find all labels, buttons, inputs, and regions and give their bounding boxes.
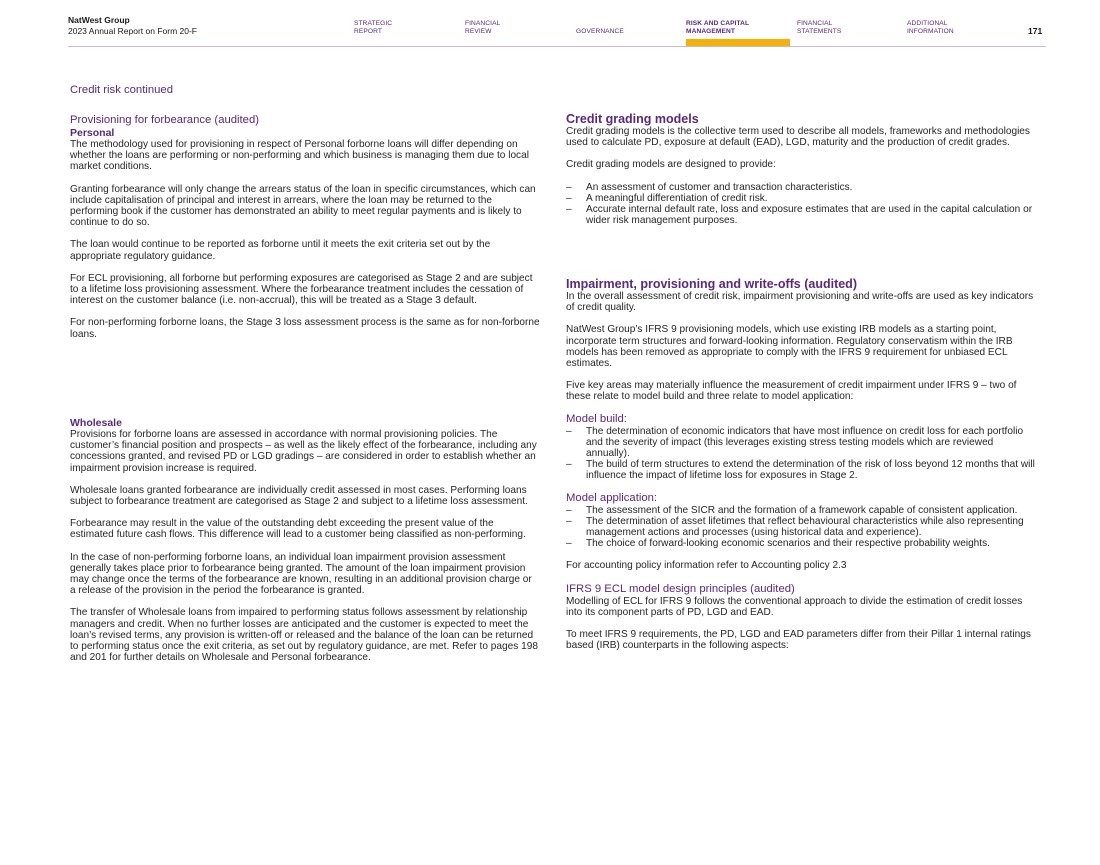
ecl-design-heading: IFRS 9 ECL model design principles (audited) <box>566 582 795 595</box>
paragraph: The loan would continue to be reported as forborne until it meets the exit criteria set out by the appropriate regulatory guidance. <box>70 239 491 262</box>
credit-grading-list <box>566 182 1038 227</box>
tab-strategic-report[interactable] <box>354 20 392 35</box>
tab-line2: INFORMATION <box>907 27 954 35</box>
paragraph: Provisions for forborne loans are assessed in accordance with normal provisioning policies. The customer’s financial position and prospects – as well as the likely effect of the forbearance, including any concessions granted, and revised PD or LGD gradings – are considered in order to establish whether an impairment provision increase is required. <box>70 429 537 474</box>
brand-name: NatWest Group <box>68 15 130 25</box>
paragraph: Granting forbearance will only change the arrears status of the loan in specific circumstances, which can include capitalisation of principal and interest in arrears, where the loan may be returned to the performing book if the customer has demonstrated an ability to meet regular payments and is likely to continue to do so. <box>70 183 536 229</box>
tab-line1: STRATEGIC <box>354 20 393 27</box>
tab-line1: ADDITIONAL <box>907 20 948 27</box>
report-title: 2023 Annual Report on Form 20-F <box>68 26 197 36</box>
wholesale-heading: Wholesale <box>70 417 122 429</box>
list-item: – The choice of forward-looking economic scenarios and their respective probability weights. <box>566 538 1038 549</box>
paragraph: To meet IFRS 9 requirements, the PD, LGD and EAD parameters differ from their Pillar 1 internal ratings based (IRB) counterparts in the following aspects: <box>566 629 1031 652</box>
model-application-list <box>566 505 1038 550</box>
paragraph: NatWest Group’s IFRS 9 provisioning models, which use existing IRB models as a starting point, incorporate term structures and forward-looking information. Regulatory conservatism within the IRB models has been removed as appropriate to comply with the IFRS 9 requirement for unbiased ECL estimates. <box>566 324 1013 370</box>
list-item: – The determination of economic indicators that have most influence on credit loss for each portfolio and the severity of impact (this leverages existing stress testing models which are reviewed annually). <box>566 426 1038 460</box>
brand-block <box>68 15 197 36</box>
list-item: – The build of term structures to extend the determination of the risk of loss beyond 12 months that will influence the impact of lifetime loss for exposures in Stage 2. <box>566 459 1038 481</box>
model-build-list <box>566 426 1038 482</box>
tab-financial-review[interactable] <box>465 20 500 35</box>
tab-additional-information[interactable] <box>907 20 954 35</box>
impairment-section <box>566 277 1038 651</box>
tab-line2: REPORT <box>354 27 382 35</box>
paragraph: Credit grading models is the collective term used to describe all models, frameworks and methodologies used to calculate PD, exposure at default (EAD), LGD, maturity and the production of credit grades. <box>566 126 1030 149</box>
accounting-policy-reference: For accounting policy information refer to Accounting policy 2.3 <box>566 560 847 572</box>
forbearance-section <box>70 114 540 340</box>
paragraph: Modelling of ECL for IFRS 9 follows the conventional approach to divide the estimation of credit losses into its component parts of PD, LGD and EAD. <box>566 595 1023 618</box>
tab-line2: GOVERNANCE <box>576 27 624 35</box>
tab-line1: FINANCIAL <box>465 20 501 27</box>
personal-heading: Personal <box>70 127 115 139</box>
impairment-heading: Impairment, provisioning and write-offs (audited) <box>566 277 857 291</box>
paragraph: In the case of non-performing forborne loans, an individual loan impairment provision assessment generally takes place prior to forbearance being granted. The amount of the loan impairment provision may change once the terms of the forbearance are known, resulting in an additional provision charge or a release of the provision in the period the forbearance is granted. <box>70 551 532 597</box>
wholesale-section <box>70 417 540 663</box>
paragraph: Wholesale loans granted forbearance are individually credit assessed in most cases. Performing loans subject to forbearance treatment are categorised as Stage 2 and subject to a lifetime loss assessment. <box>70 484 528 508</box>
credit-grading-heading: Credit grading models <box>566 112 699 126</box>
paragraph: The methodology used for provisioning in respect of Personal forborne loans will differ depending on whether the loans are performing or non-performing and which business is managing them due to local market conditions. <box>70 139 529 173</box>
paragraph: Credit grading models are designed to provide: <box>566 159 776 171</box>
paragraph: Forbearance may result in the value of the outstanding debt exceeding the present value of the estimated future cash flows. This difference will lead to a customer being classified as non-performing. <box>70 518 526 541</box>
section-continued-label: Credit risk continued <box>70 84 173 96</box>
header-divider <box>68 46 1046 47</box>
model-build-heading: Model build: <box>566 412 627 425</box>
paragraph: In the overall assessment of credit risk, impairment provisioning and write-offs are used as key indicators of credit quality. <box>566 291 1034 314</box>
credit-grading-section <box>566 112 1038 226</box>
paragraph: Five key areas may materially influence the measurement of credit impairment under IFRS 9 – two of these relate to model build and three relate to model application: <box>566 380 1017 403</box>
list-item: – A meaningful differentiation of credit risk. <box>566 193 1038 204</box>
tab-line2: REVIEW <box>465 27 492 35</box>
active-tab-indicator <box>686 39 790 46</box>
tab-risk-capital-management[interactable] <box>686 20 749 35</box>
page-header <box>0 0 1100 48</box>
paragraph: For non-performing forborne loans, the Stage 3 loss assessment process is the same as for non-forborne loans. <box>70 317 540 340</box>
tab-line2: STATEMENTS <box>797 27 842 35</box>
tab-line1: RISK AND CAPITAL <box>686 20 750 27</box>
paragraph: For ECL provisioning, all forborne but performing exposures are categorised as Stage 2 and are subject to a lifetime loss provisioning assessment. Where the forbearance treatment includes the cessation of interest on the customer balance (i.e. non-accrual), this will be treated as a Stage 3 default. <box>70 272 533 307</box>
list-item: – The assessment of the SICR and the formation of a framework capable of consistent application. <box>566 505 1038 516</box>
tab-line2: MANAGEMENT <box>686 27 735 35</box>
tab-line1: FINANCIAL <box>797 20 833 27</box>
tab-financial-statements[interactable] <box>797 20 841 35</box>
subsection-heading: Provisioning for forbearance (audited) <box>70 114 260 126</box>
page-number: 171 <box>1028 26 1043 36</box>
model-application-heading: Model application: <box>566 491 658 504</box>
tab-governance[interactable] <box>576 20 624 35</box>
list-item: – The determination of asset lifetimes that reflect behavioural characteristics while also representing management actions and processes (using historical data and experience). <box>566 516 1038 538</box>
list-item: – Accurate internal default rate, loss and exposure estimates that are used in the capital calculation or wider risk management purposes. <box>566 204 1038 226</box>
paragraph: The transfer of Wholesale loans from impaired to performing status follows assessment by relationship managers and credit. When no further losses are anticipated and the customer is expected to meet the loan’s revised terms, any provision is written-off or released and the balance of the loan can be returned to performing status once the exit criteria, as set out by regulatory guidance, are met. Refer to pages 198 and 201 for further details on Wholesale and Personal forbearance. <box>70 607 538 664</box>
list-item: – An assessment of customer and transaction characteristics. <box>566 182 1038 193</box>
